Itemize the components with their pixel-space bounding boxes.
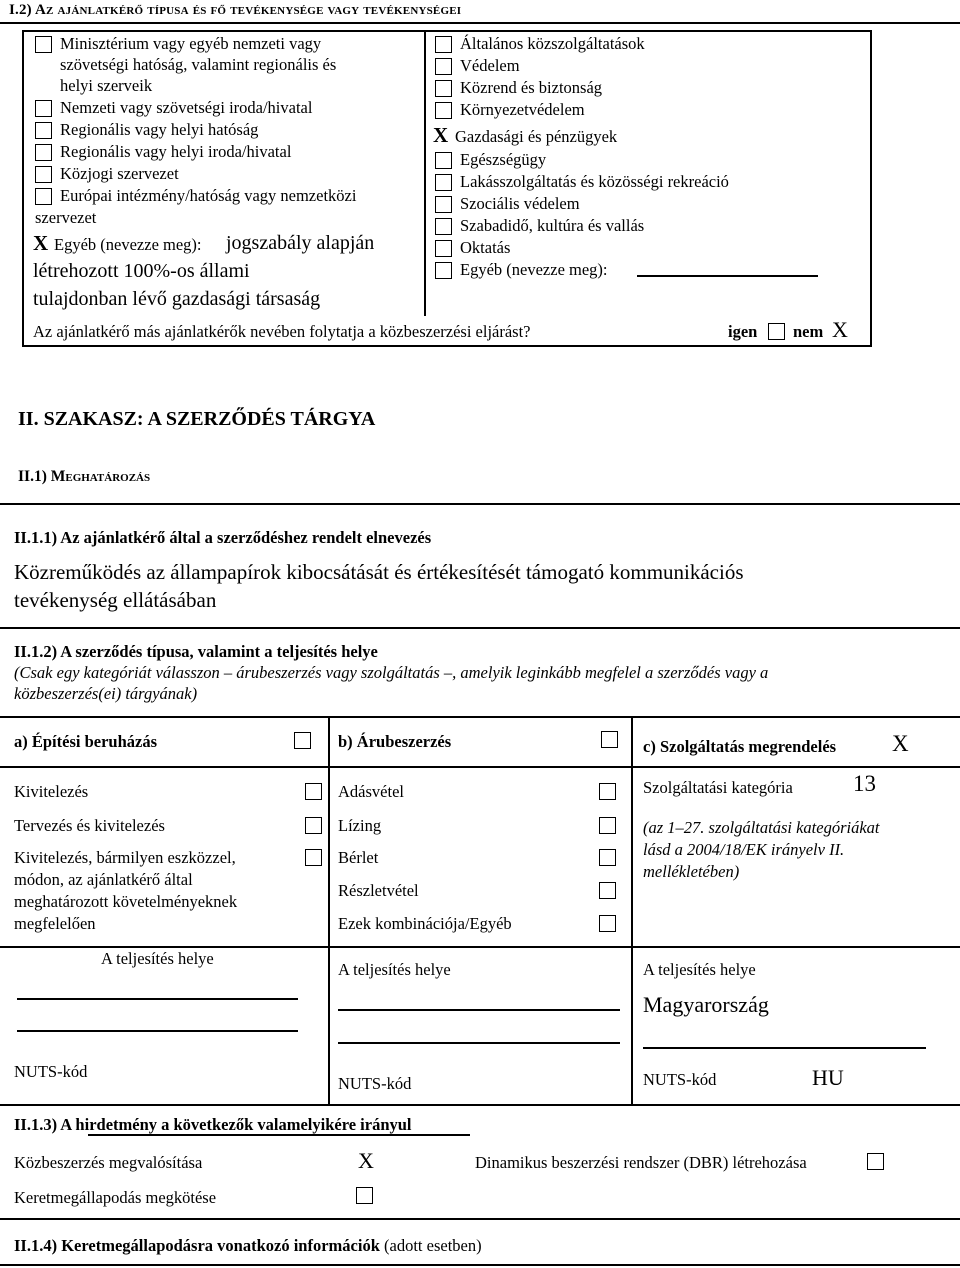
nem-label: nem (793, 322, 824, 341)
col-a-item: Kivitelezés, bármilyen eszközzel, (14, 848, 236, 867)
col-c-category-value: 13 (853, 771, 876, 796)
ii11-value: Közreműködés az állampapírok kibocsátását és értékesítését támogató kommunikációs (14, 560, 744, 584)
col-a-place-blank[interactable] (17, 1030, 298, 1032)
activity-label: Gazdasági és pénzügyek (455, 127, 618, 146)
col-a-item: megfelelően (14, 914, 96, 933)
col-a-item: Kivitelezés (14, 782, 89, 801)
activity-checkbox[interactable] (435, 152, 452, 169)
activity-checkbox[interactable] (435, 36, 452, 53)
col-b-nuts-label: NUTS-kód (338, 1074, 412, 1093)
nem-mark[interactable]: X (832, 317, 848, 342)
activity-checkbox[interactable] (435, 196, 452, 213)
ii13-option-3-checkbox[interactable] (356, 1187, 373, 1204)
col-a-item: módon, az ajánlatkérő által (14, 870, 193, 889)
activity-checkbox[interactable] (435, 174, 452, 191)
type-table-col-divider-1 (328, 716, 330, 1104)
section-i2-heading: I.2) Az ajánlatkérő típusa és fő tevékenysége vagy tevékenységei (9, 2, 462, 18)
activity-selected-mark[interactable]: X (433, 123, 449, 147)
col-c-note: lásd a 2004/18/EK irányelv II. (643, 840, 845, 859)
type-label: Regionális vagy helyi hatóság (60, 120, 259, 139)
activity-label: Oktatás (460, 238, 511, 257)
ii13-label (14, 1114, 412, 1136)
col-a-item-checkbox[interactable] (305, 849, 322, 866)
activity-label: Egyéb (nevezze meg): (460, 260, 608, 279)
type-table-top (0, 716, 960, 718)
activity-checkbox[interactable] (435, 240, 452, 257)
type-label: szövetségi hatóság, valamint regionális és (60, 55, 337, 74)
col-b-item: Adásvétel (338, 782, 404, 801)
activity-checkbox[interactable] (435, 218, 452, 235)
ii12-note: közbeszerzés(ei) tárgyának) (14, 684, 198, 703)
col-c-note: (az 1–27. szolgáltatási kategóriákat (643, 818, 880, 837)
other-type-value: létrehozott 100%-os állami (33, 260, 250, 282)
activity-label: Védelem (460, 56, 520, 75)
col-a-place-label: A teljesítés helye (101, 949, 214, 968)
col-b-item-checkbox[interactable] (599, 915, 616, 932)
ii11-bottom-border (0, 627, 960, 629)
question-label: Az ajánlatkérő más ajánlatkérők nevében folytatja a közbeszerzési eljárást? (33, 322, 531, 341)
heading-underline (0, 22, 960, 24)
activity-checkbox[interactable] (435, 58, 452, 75)
col-a-item: Tervezés és kivitelezés (14, 816, 165, 835)
box-divider (424, 30, 426, 316)
ii14-label: II.1.4) Keretmegállapodásra vonatkozó információk (14, 1236, 380, 1255)
ii13-underline (88, 1134, 470, 1136)
ii14-row (14, 1235, 482, 1257)
activity-other-blank[interactable] (637, 275, 818, 277)
col-b-item-checkbox[interactable] (599, 882, 616, 899)
type-checkbox-1[interactable] (35, 36, 52, 53)
type-checkbox-6[interactable] (35, 188, 52, 205)
activity-label: Környezetvédelem (460, 100, 585, 119)
type-label: Nemzeti vagy szövetségi iroda/hivatal (60, 98, 313, 117)
col-c-place-label: A teljesítés helye (643, 960, 756, 979)
ii14-top-border (0, 1218, 960, 1220)
col-b-header-checkbox[interactable] (601, 731, 618, 748)
activity-label: Szociális védelem (460, 194, 580, 213)
col-b-place-blank[interactable] (338, 1009, 620, 1011)
ii14-note: (adott esetben) (384, 1236, 482, 1255)
activity-checkbox[interactable] (435, 80, 452, 97)
col-c-category-label: Szolgáltatási kategória (643, 778, 793, 797)
col-b-item: Lízing (338, 816, 382, 835)
type-label: Minisztérium vagy egyéb nemzeti vagy (60, 34, 322, 53)
activity-label: Lakásszolgáltatás és közösségi rekreáció (460, 172, 729, 191)
ii11-top-border (0, 503, 960, 505)
other-type-value: tulajdonban lévő gazdasági társaság (33, 288, 321, 310)
col-a-header: a) Építési beruházás (14, 732, 158, 751)
type-label: Közjogi szervezet (60, 164, 179, 183)
type-label: szervezet (35, 208, 97, 227)
col-a-header-checkbox[interactable] (294, 732, 311, 749)
col-b-item: Részletvétel (338, 881, 419, 900)
col-a-item: meghatározott követelményeknek (14, 892, 238, 911)
col-b-item-checkbox[interactable] (599, 783, 616, 800)
col-b-item-checkbox[interactable] (599, 817, 616, 834)
activity-checkbox[interactable] (435, 102, 452, 119)
col-a-item-checkbox[interactable] (305, 783, 322, 800)
igen-label: igen (728, 322, 758, 341)
col-b-item-checkbox[interactable] (599, 849, 616, 866)
type-table-header-bottom (0, 766, 960, 768)
ii13-option-3: Keretmegállapodás megkötése (14, 1188, 217, 1207)
activity-label: Egészségügy (460, 150, 547, 169)
col-c-selected-mark[interactable]: X (892, 731, 909, 756)
ii13-option-2: Dinamikus beszerzési rendszer (DBR) létrehozása (475, 1153, 807, 1172)
type-table-bottom (0, 1104, 960, 1106)
col-b-place-blank[interactable] (338, 1042, 620, 1044)
other-type-label: Egyéb (nevezze meg): (54, 235, 202, 254)
activity-checkbox[interactable] (435, 262, 452, 279)
col-b-place-label: A teljesítés helye (338, 960, 451, 979)
col-c-place-value: Magyarország (643, 992, 769, 1017)
col-c-nuts-label: NUTS-kód (643, 1070, 717, 1089)
ii12-note: (Csak egy kategóriát válasszon – árubeszerzés vagy szolgáltatás –, amelyik leginkább megfelel a szerződés vagy a (14, 663, 769, 682)
other-type-value: jogszabály alapján (226, 232, 375, 254)
ii13-option-2-checkbox[interactable] (867, 1153, 884, 1170)
ii11-label: II.1.1) Az ajánlatkérő által a szerződéshez rendelt elnevezés (14, 528, 432, 547)
type-checkbox-4[interactable] (35, 144, 52, 161)
type-label: helyi szerveik (60, 76, 153, 95)
activity-label: Általános közszolgáltatások (460, 34, 645, 53)
col-b-item: Ezek kombinációja/Egyéb (338, 914, 512, 933)
ii14-bottom-border (0, 1264, 960, 1266)
igen-checkbox[interactable] (768, 323, 785, 340)
type-label: Regionális vagy helyi iroda/hivatal (60, 142, 292, 161)
col-b-header: b) Árubeszerzés (338, 732, 452, 751)
col-c-nuts-value: HU (812, 1065, 844, 1090)
col-a-nuts-label: NUTS-kód (14, 1062, 88, 1081)
type-checkbox-2[interactable] (35, 100, 52, 117)
ii11-value: tevékenység ellátásában (14, 588, 217, 612)
ii13-label-text: II.1.3) A hirdetmény a következők valamelyikére irányul (14, 1115, 412, 1134)
ii1-heading: II.1) Meghatározás (18, 468, 151, 485)
col-a-place-blank[interactable] (17, 998, 298, 1000)
activity-label: Szabadidő, kultúra és vallás (460, 216, 645, 235)
section-ii-title: II. SZAKASZ: A SZERZŐDÉS TÁRGYA (18, 408, 376, 430)
col-c-header: c) Szolgáltatás megrendelés (643, 737, 837, 756)
ii13-option-1-mark[interactable]: X (358, 1148, 374, 1173)
type-checkbox-3[interactable] (35, 122, 52, 139)
activity-label: Közrend és biztonság (460, 78, 603, 97)
col-b-item: Bérlet (338, 848, 379, 867)
type-table-col-divider-2 (631, 716, 633, 1104)
col-c-place-blank[interactable] (643, 1047, 926, 1049)
type-label: Európai intézmény/hatóság vagy nemzetközi (60, 186, 357, 205)
col-a-item-checkbox[interactable] (305, 817, 322, 834)
col-c-note: mellékletében) (643, 862, 740, 881)
ii13-option-1: Közbeszerzés megvalósítása (14, 1153, 203, 1172)
type-checkbox-5[interactable] (35, 166, 52, 183)
ii12-label: II.1.2) A szerződés típusa, valamint a teljesítés helye (14, 642, 378, 661)
other-type-mark[interactable]: X (33, 231, 49, 255)
